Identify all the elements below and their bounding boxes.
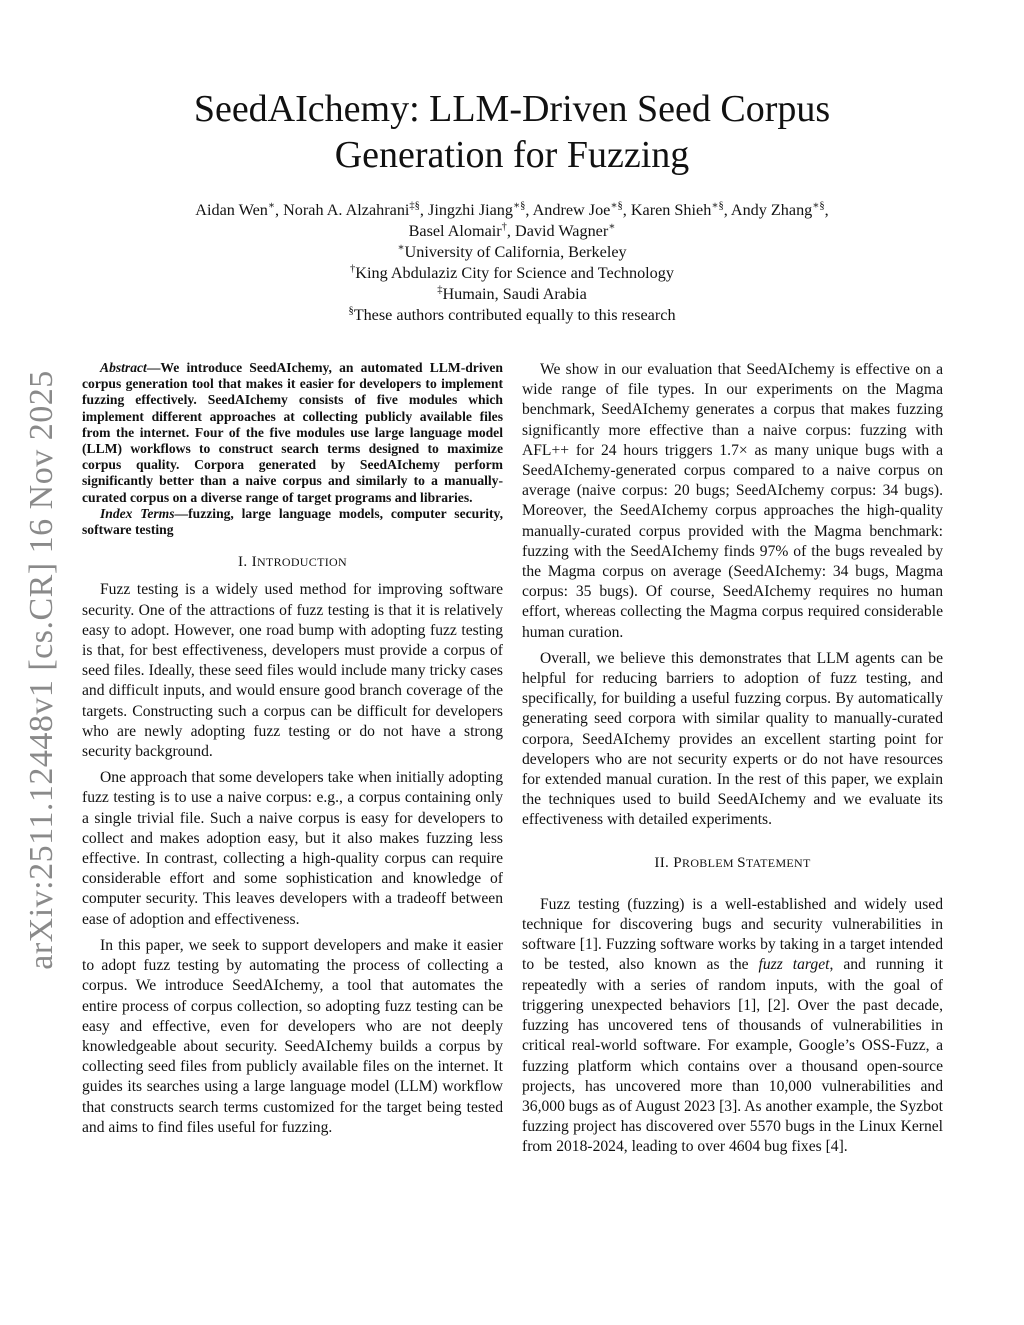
- section-heading-introduction: I. INTRODUCTION: [238, 553, 347, 571]
- author-line-1: Aidan Wen∗, Norah A. Alzahrani‡§, Jingzhi Jiang∗§, Andrew Joe∗§, Karen Shieh∗§, Andy Zhang∗§,: [195, 200, 829, 219]
- overall-paragraph: Overall, we believe this demonstrates that LLM agents can be helpful for reducing barriers to adoption of fuzz testing, and specifically, for building a useful fuzzing corpus. By automatically generating seed corpora with similar quality to manually-curated corpora, SeedAIchemy provides an excellent starting point for developers who are not security experts or do not have resources for extended manual curation. In the rest of this paper, we explain the techniques used to build SeedAIchemy and we evaluate its effectiveness with detailed experiments.: [522, 649, 943, 829]
- author-line-2: Basel Alomair†, David Wagner∗: [408, 221, 616, 240]
- intro-paragraph: Fuzz testing is a widely used method for improving software security. One of the attractions of fuzz testing is that it is relatively easy to adopt. However, one road bump with adopting fuzz testing is that, for best effectiveness, developers must provide a corpus of seed files. Ideally, these seed files would include many tricky cases and difficult inputs, and would ensure good branch coverage of the targets. Constructing such a corpus can be difficult for developers who are newly adopting fuzz testing or do not have a strong security background.: [82, 581, 503, 761]
- section-heading-problem-statement: II. PROBLEM STATEMENT: [654, 853, 811, 871]
- abstract-text: —We introduce SeedAIchemy, an automated LLM-driven corpus generation tool that makes it easier for developers to implement fuzzing effectively. SeedAIchemy consists of five modules which implement different approaches at collecting publicly available files from the internet. Four of the five modules use large language model (LLM) workflows to construct search terms designed to maximize corpus quality. Corpora generated by SeedAIchemy perform significantly better than a naive corpus and similarly to a manually-curated corpus on a diverse range of target programs and libraries.: [82, 360, 503, 505]
- arxiv-watermark: [10, 370, 74, 970]
- affiliation: ‡Humain, Saudi Arabia: [437, 284, 587, 303]
- title-line-2: Generation for Fuzzing: [334, 134, 690, 176]
- index-terms: [82, 506, 503, 538]
- paper-title: [112, 86, 912, 178]
- intro-paragraph: In this paper, we seek to support developers and make it easier to adopt fuzz testing by automating the process of collecting a corpus. We introduce SeedAIchemy, a tool that automates the entire process of corpus collection, so adopting fuzz testing can be easy and effective, even for developers who are not deeply knowledgeable about security. SeedAIchemy builds a corpus by collecting seed files from publicly available files on the internet. It guides its searches using a large language model (LLM) workflow that constructs search terms customized for the target being tested and aims to find files useful for fuzzing.: [82, 936, 503, 1136]
- index-terms-label: Index Terms: [100, 505, 175, 521]
- fuzz-target-term: fuzz target: [758, 956, 830, 974]
- left-column: [82, 360, 503, 1138]
- affiliation: ∗University of California, Berkeley: [397, 242, 627, 261]
- abstract-label: Abstract: [100, 360, 147, 375]
- affiliation: §These authors contributed equally to this research: [348, 305, 676, 324]
- author-block: [90, 200, 934, 326]
- evaluation-paragraph: We show in our evaluation that SeedAIchemy is effective on a wide range of file types. In our experiments on the Magma benchmark, SeedAIchemy generates a corpus that makes fuzzing significantly more effective than a naive corpus: fuzzing with AFL++ for 24 hours triggers 1.7× as many unique bugs with a SeedAIchemy-generated corpus compared to a naive corpus on average (naive corpus: 20 bugs; SeedAIchemy corpus: 34 bugs). Moreover, the SeedAIchemy corpus approaches the high-quality manually-curated corpus provided with the Magma benchmark: fuzzing with the SeedAIchemy finds 97% of the bugs revealed by the Magma corpus on average (SeedAIchemy: 34 bugs, Magma corpus: 35 bugs). Of course, SeedAIchemy requires no human effort, whereas collecting the Magma corpus required considerable human curation.: [522, 361, 943, 641]
- index-terms-text: —fuzzing, large language models, computer security, software testing: [82, 505, 503, 538]
- abstract: [82, 360, 503, 506]
- right-column: [522, 360, 943, 1158]
- affiliation: †King Abdulaziz City for Science and Technology: [350, 263, 674, 282]
- title-line-1: SeedAIchemy: LLM-Driven Seed Corpus: [193, 88, 831, 130]
- arxiv-id: arXiv:2511.12448v1 [cs.CR] 16 Nov 2025: [23, 370, 60, 970]
- intro-paragraph: One approach that some developers take when initially adopting fuzz testing is to use a naive corpus: e.g., a corpus containing only a single trivial file. Such a naive corpus is easy for developers to collect and makes adoption easy, but it also makes fuzzing less effective. In contrast, collecting a high-quality corpus can require considerable effort and some sophistication and knowledge of computer security. This leaves developers with a tradeoff between ease of adoption and effectiveness.: [82, 769, 503, 928]
- problem-paragraph: Fuzz testing (fuzzing) is a well-established and widely used technique for discovering bugs and security vulnerabilities in software [1]. Fuzzing software works by taking in a target intended to be tested, also known as the fuzz target, and running it repeatedly with a series of random inputs, with the goal of triggering unexpected behaviors [1], [2]. Over the past decade, fuzzing has uncovered tens of thousands of vulnerabilities in critical real-world software. For example, Google’s OSS-Fuzz, a fuzzing platform which contains over a thousand open-source projects, has uncovered more than 10,000 vulnerabilities and 36,000 bugs as of August 2023 [3]. As another example, the Syzbot fuzzing project has discovered over 5570 bugs in the Linux Kernel from 2018-2024, leading to over 4604 bug fixes [4].: [522, 895, 943, 1156]
